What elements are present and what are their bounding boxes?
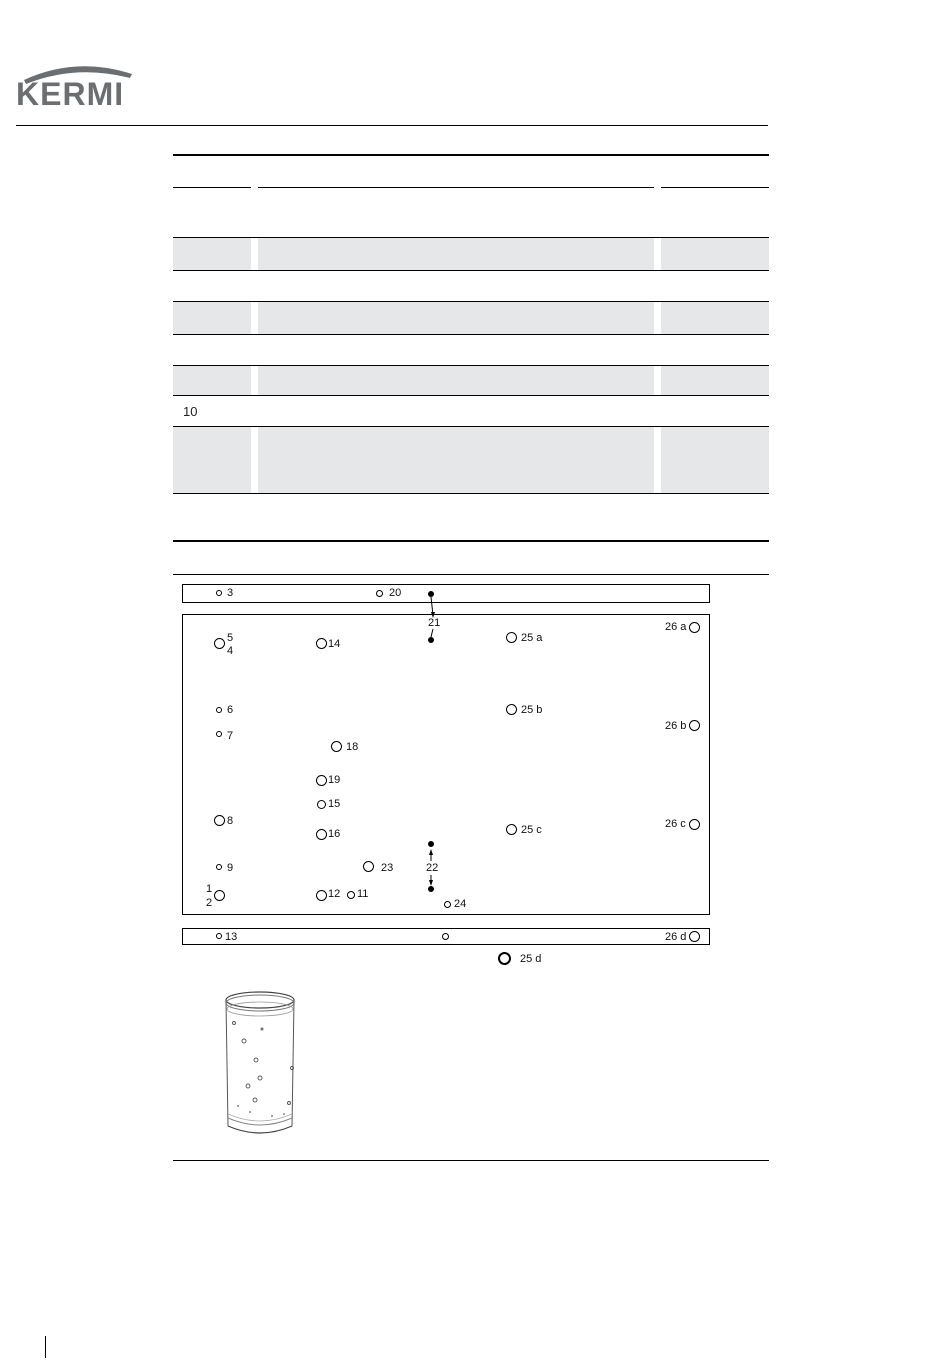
connection-label: 1 xyxy=(206,883,213,895)
connection-marker xyxy=(347,891,355,899)
table-cell-shaded xyxy=(173,237,251,270)
connection-marker xyxy=(316,890,327,901)
table-row-divider xyxy=(173,426,769,427)
table-row-divider xyxy=(258,187,654,188)
connection-label: 9 xyxy=(227,862,234,874)
connection-marker xyxy=(331,741,342,752)
diagram-main-body xyxy=(182,614,710,915)
diagram-top-strip xyxy=(182,584,710,603)
connection-marker xyxy=(316,829,327,840)
connection-marker xyxy=(216,707,222,713)
table-row-divider xyxy=(173,395,769,396)
connection-label: 5 xyxy=(227,632,234,644)
connection-marker xyxy=(444,901,451,908)
header-rule xyxy=(16,125,768,126)
connection-label: 26 d xyxy=(665,931,687,943)
table-cell-shaded xyxy=(258,301,654,334)
table-section-rule xyxy=(173,540,769,542)
table-row-divider xyxy=(173,365,769,366)
connection-label: 11 xyxy=(357,888,369,900)
connection-marker xyxy=(498,952,511,965)
connection-label: 25 d xyxy=(520,953,542,965)
page-margin-line xyxy=(45,1336,46,1358)
table-row-divider xyxy=(173,237,769,238)
connection-label: 18 xyxy=(346,741,359,753)
table-row-divider xyxy=(173,334,769,335)
connection-label: 3 xyxy=(227,587,234,599)
table-cell-shaded xyxy=(173,365,251,395)
connection-marker xyxy=(506,632,517,643)
table-row-divider xyxy=(661,187,769,188)
connection-marker xyxy=(214,638,225,649)
connection-marker xyxy=(216,590,222,596)
connection-label: 15 xyxy=(328,798,341,810)
connection-marker xyxy=(316,638,327,649)
connection-marker xyxy=(689,819,700,830)
connection-marker xyxy=(214,815,225,826)
table-section-rule xyxy=(173,574,769,575)
connection-marker xyxy=(363,861,374,872)
connection-marker xyxy=(506,704,517,715)
connection-label: 20 xyxy=(389,587,402,599)
connection-label: 12 xyxy=(328,888,341,900)
table-top-rule xyxy=(173,154,769,156)
connection-label: 25 c xyxy=(521,824,542,836)
connection-marker xyxy=(689,931,700,942)
connection-label: 19 xyxy=(328,774,341,786)
table-cell-shaded xyxy=(258,365,654,395)
sensor-21-line xyxy=(420,585,444,647)
connection-label: 26 b xyxy=(665,720,687,732)
connection-marker xyxy=(376,590,383,597)
connection-marker xyxy=(216,933,222,939)
table-cell-shaded xyxy=(661,426,769,493)
connection-label: 2 xyxy=(206,897,213,909)
connection-label: 24 xyxy=(454,898,467,910)
connection-label: 14 xyxy=(328,638,341,650)
connection-marker xyxy=(214,890,225,901)
connection-marker xyxy=(689,622,700,633)
table-cell-shaded xyxy=(173,301,251,334)
connection-label: 26 a xyxy=(665,621,687,633)
connection-label: 4 xyxy=(227,645,234,657)
connection-label: 8 xyxy=(227,815,234,827)
connection-marker xyxy=(506,824,517,835)
table-cell-shaded xyxy=(173,426,251,493)
table-cell-shaded xyxy=(661,237,769,270)
table-cell-shaded xyxy=(661,365,769,395)
connection-label: 6 xyxy=(227,704,234,716)
connection-marker xyxy=(442,933,449,940)
connection-label: 7 xyxy=(227,730,234,742)
connection-label: 13 xyxy=(225,931,238,943)
table-row-divider xyxy=(173,187,251,188)
logo-wordmark: KERMI xyxy=(16,76,125,112)
table-row-divider xyxy=(173,493,769,494)
connection-label: 23 xyxy=(381,862,394,874)
kermi-logo xyxy=(16,62,136,112)
connection-marker xyxy=(216,731,222,737)
storage-tank-illustration xyxy=(222,988,302,1144)
table-row-divider xyxy=(173,270,769,271)
connection-marker xyxy=(216,864,222,870)
connection-marker xyxy=(689,720,700,731)
connection-label: 22 xyxy=(426,862,439,874)
table-row-divider xyxy=(173,301,769,302)
connection-marker xyxy=(316,775,327,786)
connection-label: 21 xyxy=(428,617,441,629)
connection-label: 26 c xyxy=(665,818,686,830)
connection-label: 25 b xyxy=(521,704,543,716)
connection-label: 25 a xyxy=(521,632,543,644)
connection-label: 16 xyxy=(328,828,341,840)
figure-bottom-rule xyxy=(173,1160,769,1161)
table-cell-shaded xyxy=(258,237,654,270)
table-cell-shaded xyxy=(258,426,654,493)
table-cell-shaded xyxy=(661,301,769,334)
connection-marker xyxy=(317,800,326,809)
table-row-number: 10 xyxy=(183,404,198,419)
